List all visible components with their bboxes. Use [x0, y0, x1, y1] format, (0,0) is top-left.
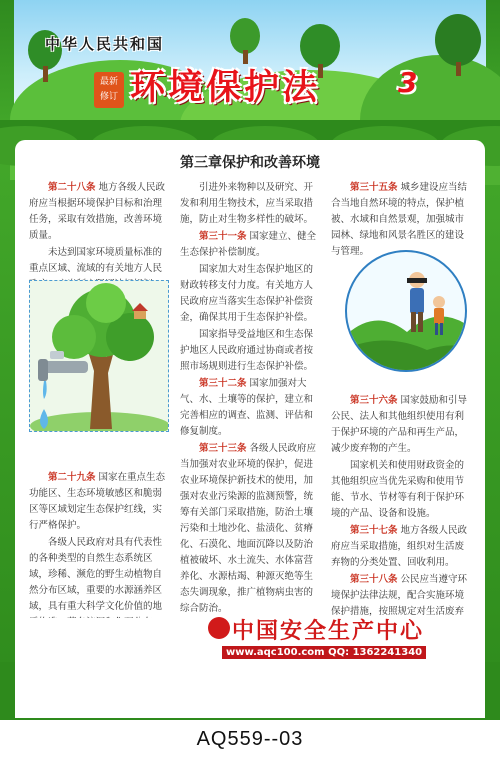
article-text: 国家建立、健全生态保护补偿制度。 [180, 231, 317, 258]
article-number: 第三十二条 [199, 378, 247, 389]
article-number: 第三十六条 [350, 395, 398, 406]
article-text: 国家在重点生态功能区、生态环境敏感区和脆弱区等区域划定生态保护红线，实行严格保护。 [29, 472, 166, 531]
text-column-2 [180, 180, 320, 618]
article-text: 城乡建设应当结合当地自然环境的特点，保护植被、水域和自然景观，加强城市园林、绿地和风景名胜区的建设与管理。 [331, 182, 468, 257]
article-number: 第二十八条 [48, 182, 96, 193]
article-paragraph [29, 535, 169, 618]
badge-line-1: 最新 [99, 77, 118, 87]
badge-line-2: 修订 [99, 92, 118, 102]
article-paragraph [331, 523, 471, 571]
article-paragraph [180, 441, 320, 617]
article-paragraph [180, 376, 320, 440]
country-label: 中华人民共和国 [45, 35, 165, 53]
article-paragraph [331, 393, 471, 457]
article-paragraph [180, 327, 320, 375]
poster-title: 环境保护法 [130, 68, 321, 108]
article-text: 各级人民政府应当加强对农业环境的保护，促进农业环境保护新技术的使用，加强对农业污染源的监测预警，统筹有关部门采取措施，防治土壤污染和土地沙化、盐渍化、贫瘠化、石漠化、地面沉降以及防治植被破坏、水土流失、水体富营养化、水源枯竭、种源灭绝等生态失调现象，推广植物病虫害的综合防治。 [180, 443, 317, 614]
article-paragraph [29, 180, 169, 244]
article-text: 地方各级人民政府应当采取措施，组织对生活废弃物的分类处置、回收利用。 [331, 525, 468, 568]
article-text: 国家加大对生态保护地区的财政转移支付力度。有关地方人民政府应当落实生态保护补偿资金，确保其用于生态保护补偿。 [180, 264, 314, 323]
article-text: 公民应当遵守环境保护法律法规，配合实施环境保护措施，按照规定对生活废弃 [331, 574, 468, 617]
article-paragraph [180, 262, 320, 326]
article-text: 引进外来物种以及研究、开发和利用生物技术，应当采取措施，防止对生物多样性的破坏。 [180, 182, 314, 225]
article-text: 国家指导受益地区和生态保护地区人民政府通过协商或者按照市场规则进行生态保护补偿。 [180, 329, 314, 372]
article-paragraph [29, 470, 169, 534]
article-number: 第二十九条 [48, 472, 96, 483]
product-code: AQ559--03 [196, 728, 304, 750]
article-paragraph [331, 572, 471, 618]
article-text: 国家加强对大气、水、土壤等的保护，建立和完善相应的调查、监测、评估和修复制度。 [180, 378, 314, 437]
article-text: 地方各级人民政府应当根据环境保护目标和治理任务，采取有效措施，改善环境质量。 [29, 182, 166, 241]
org-name: 中国安全生产中心 [232, 619, 425, 644]
article-number: 第三十八条 [350, 574, 398, 585]
article-text: 各级人民政府对具有代表性的各种类型的自然生态系统区域，珍稀、濒危的野生动植物自然分布区域，重要的水源涵养区域，具有重大科学文化价值的地 [29, 537, 163, 612]
article-number: 第三十一条 [199, 231, 247, 242]
article-text: 未达到国家环境质量标准的重点区域、流域的有关地方人民 [29, 247, 163, 274]
text-column-3 [331, 180, 471, 618]
org-logo-icon [208, 617, 230, 639]
article-number: 第三十七条 [350, 525, 398, 536]
article-paragraph [331, 458, 471, 522]
article-paragraph [180, 229, 320, 261]
article-number: 第三十三条 [199, 443, 247, 454]
faucet-tree-illustration [29, 280, 169, 432]
article-number: 第三十五条 [350, 182, 398, 193]
chapter-title: 第三章保护和改善环境 [180, 155, 320, 171]
contact-info: www.aqc100.com QQ: 1362241340 [222, 646, 426, 659]
article-paragraph [180, 180, 320, 228]
article-text: 国家机关和使用财政资金的其他组织应当优先采购和使用节能、节水、节材等有利于保护环境的产品、设备和设施。 [331, 460, 465, 519]
revision-badge [94, 72, 124, 108]
article-paragraph [331, 180, 471, 260]
article-text: 国家鼓励和引导公民、法人和其他组织使用有利于保护环境的产品和再生产品，减少废弃物的产生。 [331, 395, 468, 454]
poster-title-number: 3 [398, 66, 418, 99]
family-hiking-illustration [345, 250, 467, 372]
